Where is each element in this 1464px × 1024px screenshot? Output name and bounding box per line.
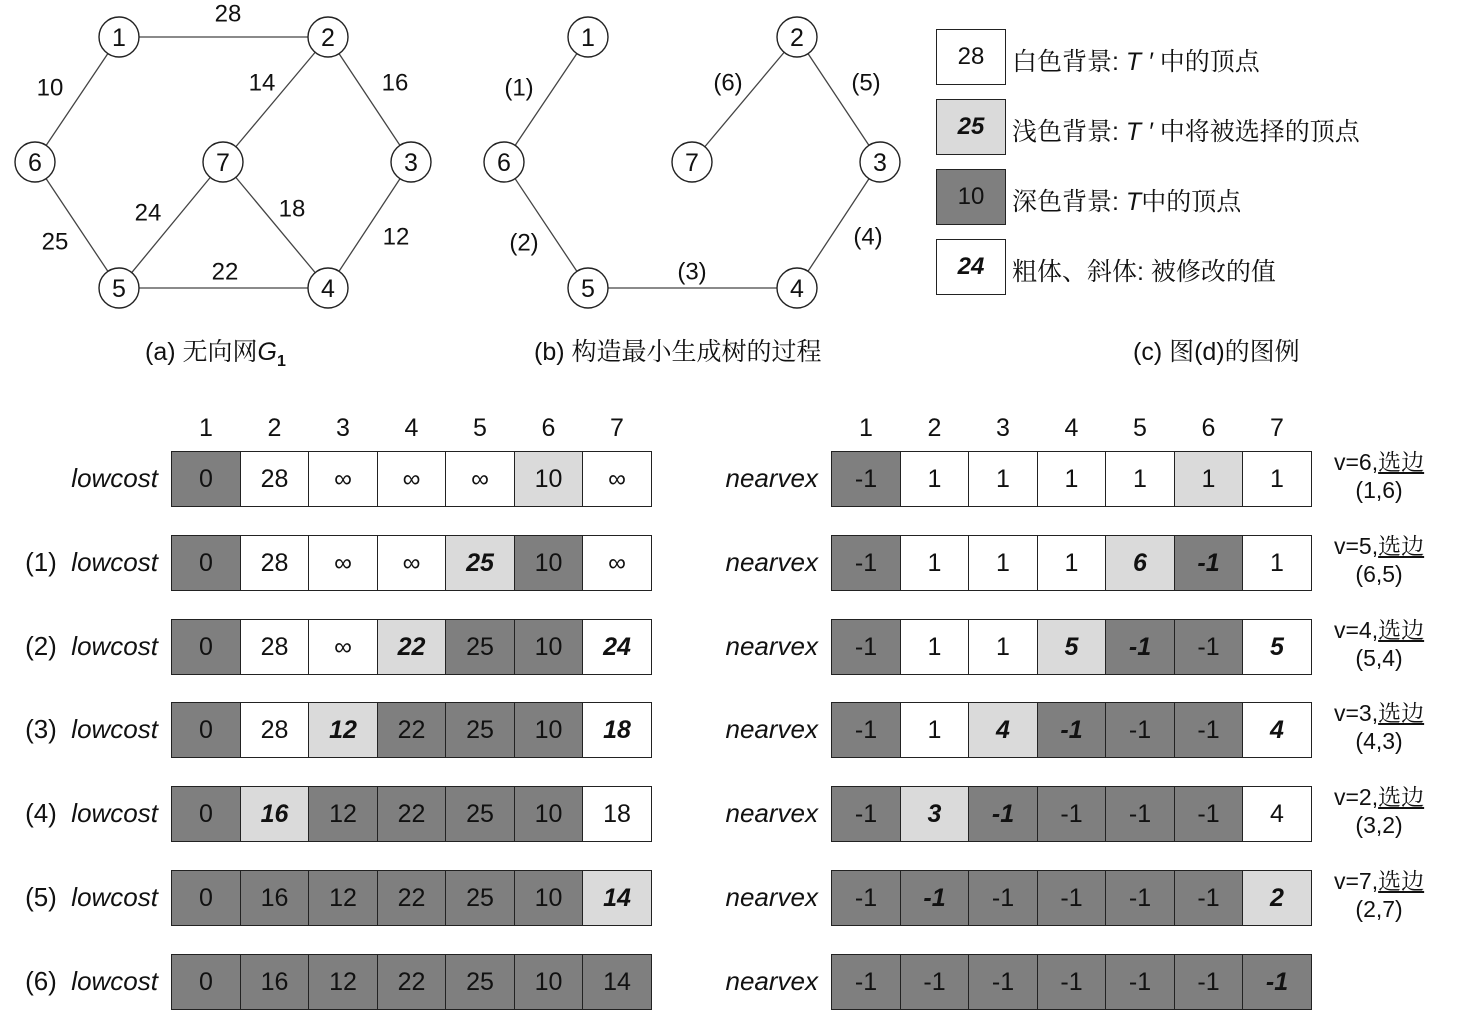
lowcost-cell-5: ∞	[445, 451, 515, 507]
nearvex-cell-3: 1	[968, 535, 1038, 591]
graph-a-node-label-1: 1	[112, 24, 126, 52]
legend-modified-text: 粗体、斜体: 被修改的值	[1012, 258, 1276, 286]
legend-dark-swatch: 10	[936, 169, 1006, 225]
nearvex-cell-5: 1	[1105, 451, 1175, 507]
graph-a-edge-2-7	[223, 37, 328, 162]
nearvex-cell-3: -1	[968, 786, 1038, 842]
step-note-edge: (3,2)	[1355, 812, 1403, 838]
lowcost-col-header-7: 7	[610, 414, 624, 442]
nearvex-cell-4: -1	[1037, 786, 1107, 842]
nearvex-cell-2: -1	[900, 954, 970, 1010]
lowcost-cell-6: 10	[514, 786, 584, 842]
legend-dark-pre: 深色背景:	[1012, 188, 1126, 216]
nearvex-cell-5: -1	[1105, 619, 1175, 675]
graph-a-caption-text: (a) 无向网	[145, 338, 258, 366]
lowcost-row-label	[71, 463, 158, 494]
lowcost-label: lowcost	[71, 798, 158, 828]
nearvex-label: nearvex	[725, 798, 818, 828]
lowcost-row	[171, 870, 651, 926]
lowcost-cell-4: ∞	[377, 451, 447, 507]
nearvex-cell-7: 4	[1242, 702, 1312, 758]
nearvex-cell-4: -1	[1037, 702, 1107, 758]
nearvex-label: nearvex	[725, 631, 818, 661]
step-note	[1334, 783, 1424, 839]
legend-caption: (c) 图(d)的图例	[1133, 338, 1300, 366]
graph-b-edge-label-3-2: (5)	[851, 69, 881, 97]
step-note-select-edge: 选边	[1378, 533, 1425, 559]
lowcost-cell-6: 10	[514, 702, 584, 758]
nearvex-cell-4: 1	[1037, 535, 1107, 591]
legend-light-t: T ′	[1125, 118, 1153, 146]
legend-white-swatch: 28	[936, 29, 1006, 85]
nearvex-cell-7: 4	[1242, 786, 1312, 842]
nearvex-row	[831, 619, 1311, 675]
lowcost-cell-1: 0	[171, 954, 241, 1010]
nearvex-row	[831, 954, 1311, 1010]
nearvex-cell-4: -1	[1037, 954, 1107, 1010]
step-note-select-edge: 选边	[1378, 449, 1425, 475]
lowcost-row-label	[25, 631, 158, 662]
nearvex-cell-1: -1	[831, 451, 901, 507]
lowcost-row-label	[25, 966, 158, 997]
step-note	[1334, 699, 1424, 755]
step-note-vertex: v=7,	[1334, 868, 1379, 894]
nearvex-row	[831, 870, 1311, 926]
lowcost-row	[171, 619, 651, 675]
nearvex-cell-7: 2	[1242, 870, 1312, 926]
lowcost-cell-1: 0	[171, 870, 241, 926]
step-number: (1)	[25, 547, 72, 577]
lowcost-row	[171, 451, 651, 507]
graph-a-edge-6-5	[35, 162, 119, 288]
nearvex-cell-5: -1	[1105, 786, 1175, 842]
graph-a-edge-label-2-3: 16	[381, 69, 409, 97]
lowcost-cell-3: 12	[308, 786, 378, 842]
graph-a-edge-label-2-7: 14	[248, 69, 276, 97]
graph-a-node-label-4: 4	[321, 275, 335, 303]
step-note-vertex: v=6,	[1334, 449, 1379, 475]
nearvex-cell-3: 1	[968, 451, 1038, 507]
nearvex-cell-6: -1	[1174, 786, 1244, 842]
step-note-edge: (1,6)	[1355, 477, 1403, 503]
legend-white-post: 中的顶点	[1152, 48, 1260, 76]
graph-a-caption	[145, 332, 286, 371]
legend-dark-text	[1012, 182, 1241, 218]
graph-b-node-label-4: 4	[790, 275, 804, 303]
lowcost-row-label	[25, 882, 158, 913]
nearvex-cell-3: -1	[968, 954, 1038, 1010]
lowcost-label: lowcost	[71, 714, 158, 744]
lowcost-row	[171, 954, 651, 1010]
graph-a	[15, 1, 431, 309]
graph-a-node-label-6: 6	[28, 149, 42, 177]
nearvex-col-header-6: 6	[1201, 414, 1216, 442]
lowcost-label: lowcost	[71, 547, 158, 577]
nearvex-label: nearvex	[725, 714, 818, 744]
graph-b-edge-label-2-7: (6)	[713, 69, 743, 97]
nearvex-cell-4: 5	[1037, 619, 1107, 675]
step-note-edge: (5,4)	[1355, 645, 1403, 671]
nearvex-col-header-4: 4	[1064, 414, 1079, 442]
lowcost-label: lowcost	[71, 882, 158, 912]
step-note-select-edge: 选边	[1378, 784, 1425, 810]
legend-dark-t: T	[1125, 188, 1142, 216]
lowcost-cell-3: 12	[308, 954, 378, 1010]
graph-b-node-label-2: 2	[790, 24, 804, 52]
legend-white-t: T ′	[1125, 48, 1153, 76]
nearvex-cell-5: -1	[1105, 954, 1175, 1010]
nearvex-cell-1: -1	[831, 786, 901, 842]
lowcost-label: lowcost	[71, 463, 158, 493]
graph-b-node-label-7: 7	[685, 149, 699, 177]
nearvex-cell-6: -1	[1174, 619, 1244, 675]
nearvex-cell-3: -1	[968, 870, 1038, 926]
nearvex-cell-7: 5	[1242, 619, 1312, 675]
nearvex-cell-5: 6	[1105, 535, 1175, 591]
nearvex-cell-1: -1	[831, 954, 901, 1010]
legend-modified-swatch: 24	[936, 239, 1006, 295]
step-note	[1334, 532, 1424, 588]
lowcost-cell-1: 0	[171, 619, 241, 675]
nearvex-cell-3: 1	[968, 619, 1038, 675]
lowcost-col-header-1: 1	[199, 414, 213, 442]
lowcost-cell-6: 10	[514, 535, 584, 591]
lowcost-cell-7: 14	[582, 870, 652, 926]
nearvex-cell-2: 1	[900, 535, 970, 591]
lowcost-cell-6: 10	[514, 954, 584, 1010]
graph-b-edge-3-2	[797, 37, 880, 162]
lowcost-col-header-6: 6	[541, 414, 556, 442]
step-note-select-edge: 选边	[1378, 868, 1425, 894]
lowcost-cell-4: 22	[377, 954, 447, 1010]
lowcost-cell-7: 18	[582, 702, 652, 758]
nearvex-cell-2: 1	[900, 451, 970, 507]
step-note	[1334, 867, 1424, 923]
step-note-select-edge: 选边	[1378, 700, 1425, 726]
lowcost-col-header-3: 3	[336, 414, 350, 442]
nearvex-cell-4: 1	[1037, 451, 1107, 507]
lowcost-col-header-4: 4	[404, 414, 419, 442]
nearvex-label: nearvex	[725, 463, 818, 493]
graph-a-edge-label-7-5: 24	[134, 199, 162, 227]
step-note-select-edge: 选边	[1378, 617, 1425, 643]
nearvex-label: nearvex	[725, 966, 818, 996]
step-note-vertex: v=4,	[1334, 617, 1379, 643]
graph-b-edge-label-1-6: (1)	[504, 74, 534, 102]
legend-white-text	[1012, 42, 1260, 78]
nearvex-cell-6: -1	[1174, 535, 1244, 591]
lowcost-cell-7: 18	[582, 786, 652, 842]
lowcost-cell-4: 22	[377, 786, 447, 842]
nearvex-label: nearvex	[725, 547, 818, 577]
nearvex-cell-6: -1	[1174, 954, 1244, 1010]
lowcost-cell-4: 22	[377, 619, 447, 675]
step-number: (4)	[25, 798, 72, 828]
nearvex-col-header-3: 3	[996, 414, 1010, 442]
lowcost-cell-3: 12	[308, 702, 378, 758]
nearvex-cell-3: 4	[968, 702, 1038, 758]
graph-b-node-label-3: 3	[873, 149, 887, 177]
lowcost-cell-2: 16	[240, 786, 310, 842]
lowcost-label: lowcost	[71, 631, 158, 661]
graph-a-caption-g: G	[257, 338, 277, 366]
nearvex-cell-1: -1	[831, 702, 901, 758]
lowcost-cell-4: 22	[377, 702, 447, 758]
step-note-edge: (4,3)	[1355, 728, 1403, 754]
lowcost-cell-2: 28	[240, 451, 310, 507]
nearvex-cell-6: 1	[1174, 451, 1244, 507]
graph-b-node-label-1: 1	[581, 24, 595, 52]
graph-a-edge-label-6-5: 25	[41, 228, 69, 256]
lowcost-cell-5: 25	[445, 954, 515, 1010]
nearvex-cell-2: -1	[900, 870, 970, 926]
graph-b-caption: (b) 构造最小生成树的过程	[534, 338, 822, 366]
step-note-vertex: v=3,	[1334, 700, 1379, 726]
lowcost-cell-6: 10	[514, 451, 584, 507]
lowcost-cell-7: ∞	[582, 451, 652, 507]
nearvex-cell-2: 1	[900, 702, 970, 758]
lowcost-cell-4: ∞	[377, 535, 447, 591]
lowcost-cell-5: 25	[445, 870, 515, 926]
lowcost-row	[171, 786, 651, 842]
lowcost-label: lowcost	[71, 966, 158, 996]
step-note-vertex: v=2,	[1334, 784, 1379, 810]
graph-a-edge-label-7-4: 18	[278, 195, 306, 223]
nearvex-cell-5: -1	[1105, 870, 1175, 926]
nearvex-cell-6: -1	[1174, 870, 1244, 926]
lowcost-cell-7: 14	[582, 954, 652, 1010]
nearvex-cell-7: 1	[1242, 535, 1312, 591]
step-note-edge: (2,7)	[1355, 896, 1403, 922]
graph-a-node-label-2: 2	[321, 24, 335, 52]
graph-b-node-label-6: 6	[497, 149, 511, 177]
lowcost-cell-3: ∞	[308, 535, 378, 591]
lowcost-row	[171, 702, 651, 758]
lowcost-cell-1: 0	[171, 451, 241, 507]
graph-a-edge-label-5-4: 22	[211, 258, 239, 286]
step-number: (6)	[25, 966, 72, 996]
nearvex-cell-7: -1	[1242, 954, 1312, 1010]
graph-b-edge-label-6-5: (2)	[509, 229, 539, 257]
lowcost-cell-1: 0	[171, 535, 241, 591]
step-note	[1334, 616, 1424, 672]
step-note-edge: (6,5)	[1355, 561, 1403, 587]
nearvex-cell-2: 3	[900, 786, 970, 842]
graph-a-edge-label-3-4: 12	[382, 223, 410, 251]
graph-a-edge-label-1-2: 28	[214, 0, 242, 28]
legend-dark-post: 中的顶点	[1141, 188, 1242, 216]
graph-a-node-label-3: 3	[404, 149, 418, 177]
graph-b	[484, 17, 900, 308]
nearvex-cell-1: -1	[831, 619, 901, 675]
lowcost-cell-2: 28	[240, 535, 310, 591]
nearvex-cell-6: -1	[1174, 702, 1244, 758]
lowcost-cell-2: 28	[240, 702, 310, 758]
nearvex-cell-1: -1	[831, 535, 901, 591]
nearvex-cell-7: 1	[1242, 451, 1312, 507]
lowcost-row-label	[25, 714, 158, 745]
graph-b-edge-label-4-3: (4)	[853, 223, 883, 251]
nearvex-row	[831, 535, 1311, 591]
lowcost-row	[171, 535, 651, 591]
nearvex-cell-1: -1	[831, 870, 901, 926]
nearvex-row	[831, 702, 1311, 758]
step-number: (3)	[25, 714, 72, 744]
graph-b-edge-label-5-4: (3)	[677, 258, 707, 286]
step-number: (5)	[25, 882, 72, 912]
lowcost-cell-2: 16	[240, 870, 310, 926]
lowcost-cell-4: 22	[377, 870, 447, 926]
graph-b-edge-6-5	[504, 162, 588, 288]
lowcost-cell-1: 0	[171, 702, 241, 758]
lowcost-cell-5: 25	[445, 535, 515, 591]
lowcost-cell-1: 0	[171, 786, 241, 842]
graph-a-edge-7-4	[223, 162, 328, 288]
graph-b-node-label-5: 5	[581, 275, 595, 303]
nearvex-cell-4: -1	[1037, 870, 1107, 926]
legend-light-post: 中将被选择的顶点	[1152, 118, 1360, 146]
nearvex-cell-5: -1	[1105, 702, 1175, 758]
lowcost-cell-5: 25	[445, 619, 515, 675]
lowcost-row-label	[25, 547, 158, 578]
lowcost-cell-7: ∞	[582, 535, 652, 591]
lowcost-row-label	[25, 798, 158, 829]
legend-white-pre: 白色背景:	[1012, 48, 1126, 76]
graph-a-node-label-7: 7	[216, 149, 230, 177]
nearvex-col-header-7: 7	[1270, 414, 1284, 442]
nearvex-col-header-1: 1	[859, 414, 873, 442]
legend-light-swatch: 25	[936, 99, 1006, 155]
lowcost-cell-2: 16	[240, 954, 310, 1010]
graph-a-edge-2-3	[328, 37, 411, 162]
lowcost-cell-6: 10	[514, 870, 584, 926]
lowcost-cell-3: ∞	[308, 619, 378, 675]
lowcost-cell-5: 25	[445, 702, 515, 758]
nearvex-col-header-2: 2	[927, 414, 942, 442]
legend-light-pre: 浅色背景:	[1012, 118, 1126, 146]
graph-b-edge-2-7	[692, 37, 797, 162]
nearvex-label: nearvex	[725, 882, 818, 912]
legend-light-text	[1012, 112, 1360, 148]
step-number: (2)	[25, 631, 72, 661]
lowcost-col-header-2: 2	[267, 414, 282, 442]
graph-a-caption-sub: 1	[276, 353, 286, 370]
nearvex-cell-2: 1	[900, 619, 970, 675]
lowcost-col-header-5: 5	[473, 414, 487, 442]
step-note	[1334, 448, 1424, 504]
lowcost-cell-5: 25	[445, 786, 515, 842]
lowcost-cell-2: 28	[240, 619, 310, 675]
step-note-vertex: v=5,	[1334, 533, 1379, 559]
nearvex-row	[831, 451, 1311, 507]
graph-a-edge-label-1-6: 10	[36, 74, 64, 102]
lowcost-cell-3: ∞	[308, 451, 378, 507]
lowcost-cell-3: 12	[308, 870, 378, 926]
graph-a-node-label-5: 5	[112, 275, 126, 303]
lowcost-cell-6: 10	[514, 619, 584, 675]
nearvex-row	[831, 786, 1311, 842]
nearvex-col-header-5: 5	[1133, 414, 1147, 442]
lowcost-cell-7: 24	[582, 619, 652, 675]
